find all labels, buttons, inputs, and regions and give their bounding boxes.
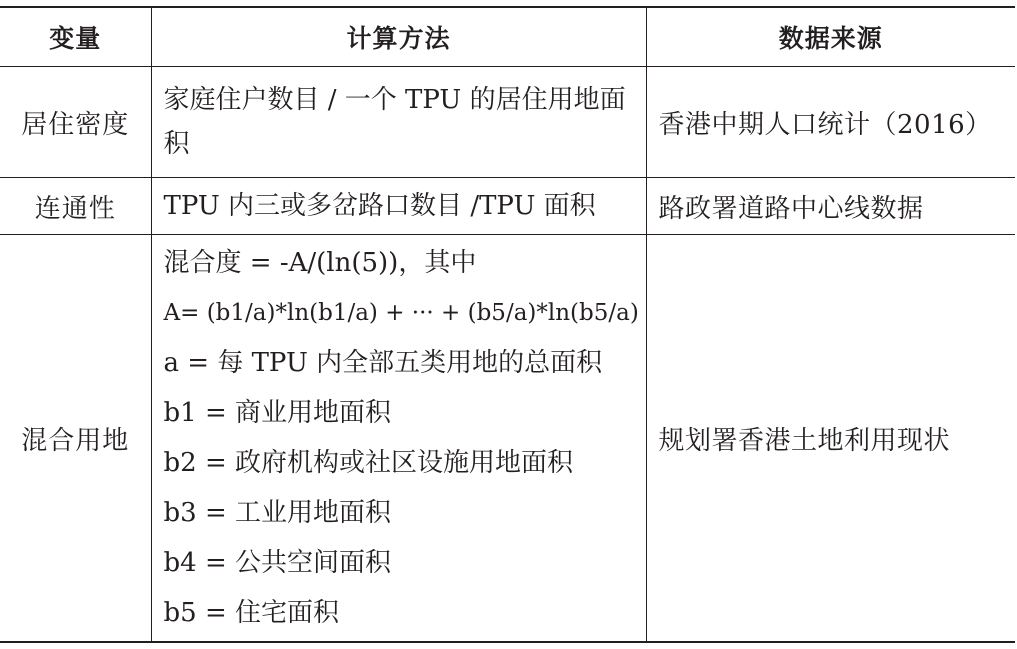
method-line: b4 = 公共空间面积: [163, 548, 392, 578]
variable-table: [0, 6, 1015, 643]
method-cell: [151, 235, 646, 643]
method-line: b5 = 住宅面积: [163, 598, 340, 628]
method-line: A= (b1/a)*ln(b1/a) + ··· + (b5/a)*ln(b5/a): [163, 300, 639, 326]
table-row: [0, 67, 1015, 178]
source-cell: 香港中期人口统计（2016）: [646, 67, 1015, 178]
source-cell: 规划署香港土地利用现状: [646, 235, 1015, 643]
table-row: [0, 235, 1015, 643]
method-line: 家庭住户数目 / 一个 TPU 的居住用地面积: [163, 85, 626, 159]
method-line: TPU 内三或多岔路口数目 /TPU 面积: [163, 191, 596, 221]
method-line: 混合度 = -A/(ln(5))，其中: [163, 248, 477, 278]
variable-cell: 混合用地: [0, 235, 151, 643]
method-cell: [151, 178, 646, 235]
method-line: b2 = 政府机构或社区设施用地面积: [163, 448, 574, 478]
method-line: a = 每 TPU 内全部五类用地的总面积: [163, 348, 603, 378]
header-source: 数据来源: [646, 7, 1015, 67]
table-row: [0, 178, 1015, 235]
source-cell: 路政署道路中心线数据: [646, 178, 1015, 235]
method-cell: [151, 67, 646, 178]
variable-cell: 连通性: [0, 178, 151, 235]
variable-cell: 居住密度: [0, 67, 151, 178]
header-method: 计算方法: [151, 7, 646, 67]
method-line: b3 = 工业用地面积: [163, 498, 392, 528]
header-variable: 变量: [0, 7, 151, 67]
header-row: [0, 7, 1015, 67]
method-line: b1 = 商业用地面积: [163, 398, 392, 428]
